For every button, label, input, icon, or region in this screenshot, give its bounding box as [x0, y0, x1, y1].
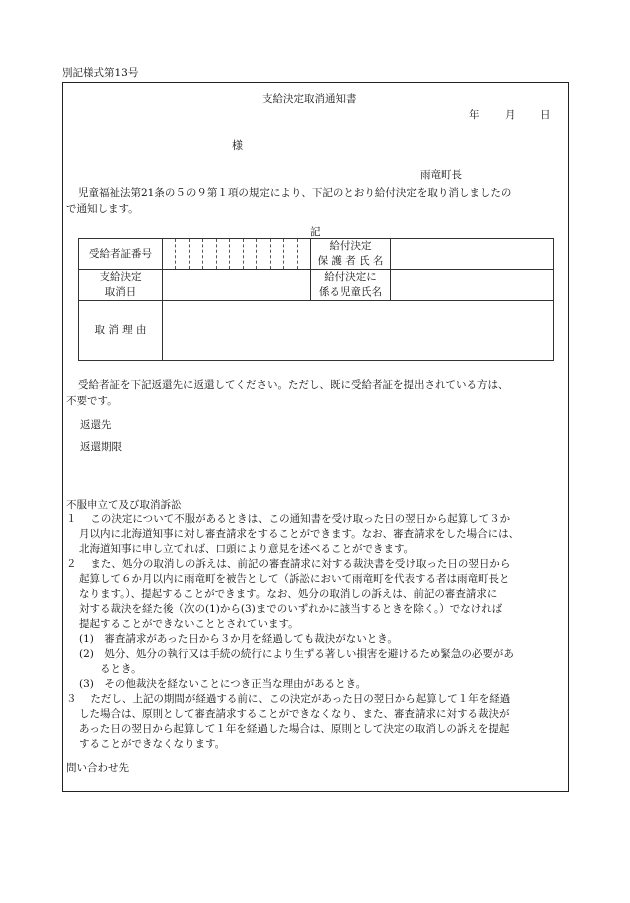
- appeal-item-3-line-2: した場合は、原則として審査請求することができなくなり、また、審査請求に対する裁決が: [79, 708, 510, 720]
- appeal-item-3-line-4: することができなくなります。: [79, 738, 226, 750]
- intro-line-1: 児童福祉法第21条の５の９第１項の規定により、下記のとおり給付決定を取り消しましたの: [78, 187, 512, 199]
- appeal-item-1-line-2: 月以内に北海道知事に対し審査請求をすることができます。なお、審査請求をした場合には、: [79, 528, 520, 540]
- intro-line-2: で通知します。: [66, 202, 139, 215]
- digit-boxes: [163, 239, 310, 269]
- appeal-item-2-line-4: 対する裁決を経た後（次の(1)から(3)までのいずれかに該当するときを除く。）でなければ: [79, 603, 503, 615]
- appeal-heading: 不服申立て及び取消訴訟: [66, 499, 182, 511]
- return-line-2: 不要です。: [66, 394, 118, 407]
- appeal-item-3: [66, 692, 566, 752]
- appeal-sub-2-line-2: るとき。: [100, 663, 142, 675]
- guardian-name-label-line2: 保 護 者 氏 名: [317, 255, 384, 267]
- contact-label: 問い合わせ先: [66, 762, 129, 774]
- appeal-item-2-number: ２: [66, 558, 77, 570]
- date-month: 月: [505, 109, 516, 121]
- record-table: [78, 238, 554, 361]
- appeal-item-1: [66, 512, 566, 557]
- form-id: 別記様式第13号: [62, 67, 139, 79]
- child-name-label-line2: 係る児童氏名: [319, 286, 382, 298]
- guardian-name-label-line1: 給付決定: [329, 240, 372, 252]
- appeal-item-2-line-1: また、処分の取消しの訴えは、前記の審査請求に対する裁決書を受け取った日の翌日から: [90, 558, 511, 570]
- document-title: 支給決定取消通知書: [262, 93, 357, 105]
- appeal-item-2-line-3: なります。）、提起することができます。なお、処分の取消しの訴えは、前記の審査請求に: [79, 588, 498, 600]
- cancel-date-label-line2: 取消日: [104, 286, 137, 298]
- recipient-number-field[interactable]: [163, 239, 311, 270]
- intro-paragraph: [66, 186, 566, 217]
- return-deadline-label: 返還期限: [80, 441, 122, 453]
- appeal-item-3-line-1: ただし、上記の期間が経過する前に、この決定があった日の翌日から起算して１年を経過: [90, 693, 511, 705]
- appeal-item-1-line-3: 北海道知事に申し立てれば、口頭により意見を述べることができます。: [79, 543, 415, 555]
- appeal-item-1-number: １: [66, 513, 77, 525]
- appeal-item-3-line-3: あった日の翌日から起算して１年を経過した場合は、原則として決定の取消しの訴えを提起: [79, 723, 510, 735]
- cancel-date-field[interactable]: [163, 270, 311, 301]
- reason-label: 取 消 理 由: [79, 301, 163, 361]
- appeal-item-2-line-2: 起算して６か月以内に雨竜町を被告として（訴訟において雨竜町を代表する者は雨竜町長と: [79, 573, 510, 585]
- cancel-date-label-line1: 支給決定: [99, 271, 142, 283]
- return-paragraph: [66, 378, 566, 409]
- ki-label: 記: [310, 226, 321, 238]
- return-to-label: 返還先: [80, 419, 112, 431]
- appeal-item-1-line-1: この決定について不服があるときは、この通知書を受け取った日の翌日から起算して３か: [90, 513, 511, 525]
- appeal-sub-2-line-1: (2) 処分、処分の執行又は手続の続行により生ずる著しい損害を避けるため緊急の必要があ: [79, 648, 514, 660]
- date-day: 日: [540, 109, 551, 121]
- appeal-sub-3: (3) その他裁決を経ないことにつき正当な理由があるとき。: [79, 678, 367, 690]
- date-year: 年: [469, 109, 480, 121]
- child-name-field[interactable]: [391, 270, 554, 301]
- appeal-item-2-line-5: 提起することができないこととされています。: [79, 618, 299, 630]
- reason-field[interactable]: [163, 301, 554, 361]
- guardian-name-field[interactable]: [391, 239, 554, 270]
- return-line-1: 受給者証を下記返還先に返還してください。ただし、既に受給者証を提出されている方は、: [78, 379, 509, 391]
- addressee-suffix: 様: [232, 139, 243, 152]
- guardian-name-label: [311, 239, 391, 270]
- appeal-item-3-number: ３: [66, 693, 77, 705]
- child-name-label-line1: 給付決定に: [324, 271, 377, 283]
- issuer: 雨竜町長: [420, 169, 462, 181]
- recipient-number-label: 受給者証番号: [79, 239, 163, 270]
- child-name-label: [311, 270, 391, 301]
- appeal-sub-1: (1) 審査請求があった日から３か月を経過しても裁決がないとき。: [79, 633, 398, 645]
- appeal-item-2: [66, 557, 566, 692]
- cancel-date-label: [79, 270, 163, 301]
